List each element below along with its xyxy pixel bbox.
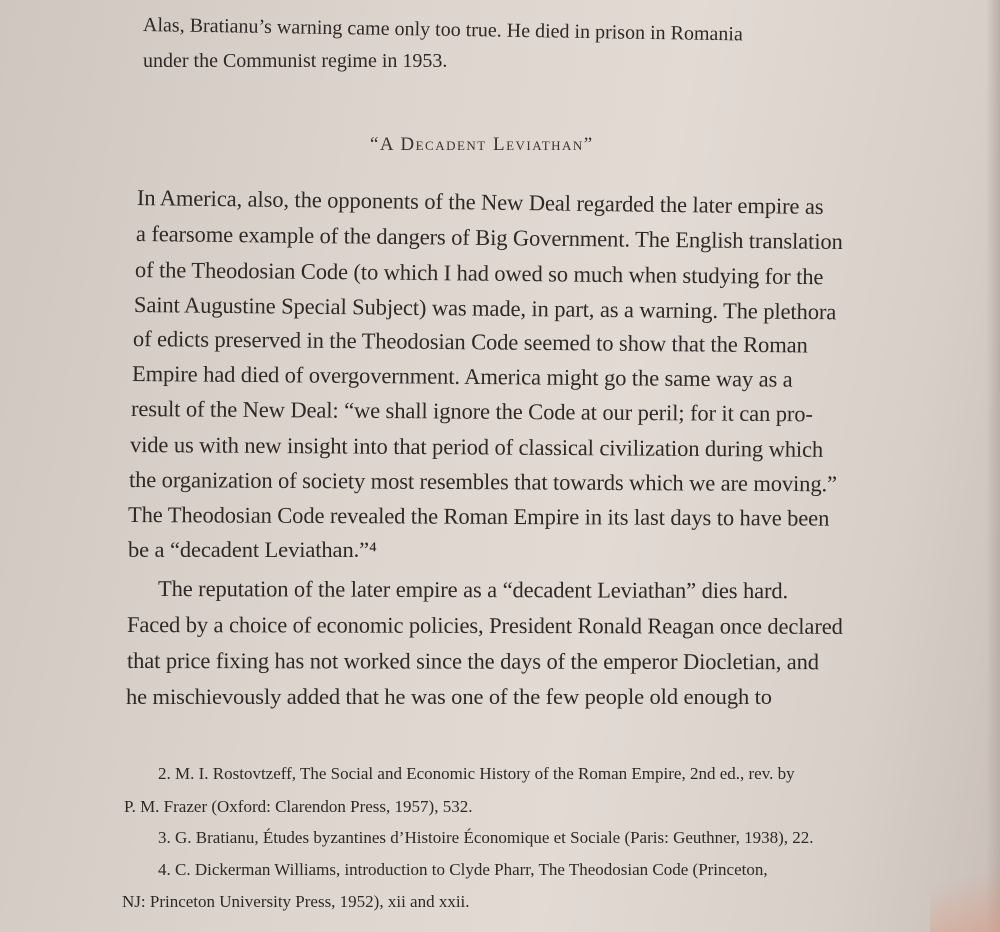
footnote-line: 2. M. I. Rostovtzeff, The Social and Economic History of the Roman Empire, 2nd ed., rev. by (158, 764, 795, 783)
text-line: under the Communist regime in 1953. (143, 50, 448, 72)
page-edge-shadow (986, 0, 1000, 932)
text-line: he mischievously added that he was one of the few people old enough to (126, 684, 772, 709)
text-line: Faced by a choice of economic policies, President Ronald Reagan once declared (126, 612, 843, 639)
text-line: the organization of society most resembles that towards which we are moving.” (128, 467, 838, 497)
footnote-line: NJ: Princeton University Press, 1952), xii and xxii. (122, 892, 470, 911)
text-line: vide us with new insight into that period of classical civilization during which (129, 432, 824, 462)
footnote-line: 3. G. Bratianu, Études byzantines d’Histoire Économique et Sociale (Paris: Geuthner, 1938), 22. (158, 828, 814, 847)
text-line: that price fixing has not worked since the days of the emperor Diocletian, and (126, 648, 820, 675)
footnote-line: 4. C. Dickerman Williams, introduction to Clyde Pharr, The Theodosian Code (Princeton, (158, 860, 768, 879)
text-line: of edicts preserved in the Theodosian Code seemed to show that the Roman (132, 326, 808, 358)
text-line: Saint Augustine Special Subject) was made, in part, as a warning. The plethora (133, 292, 837, 325)
text-line: Empire had died of overgovernment. America might go the same way as a (131, 361, 793, 392)
text-line: The reputation of the later empire as a “decadent Leviathan” dies hard. (157, 576, 789, 604)
text-line: of the Theodosian Code (to which I had owed so much when studying for the (134, 257, 824, 290)
section-heading: “A Decadent Leviathan” (370, 134, 594, 155)
text-line: a fearsome example of the dangers of Big Government. The English translation (135, 221, 843, 255)
text-line: Alas, Bratianu’s warning came only too true. He died in prison in Romania (142, 14, 743, 46)
text-line: be a “decadent Leviathan.”⁴ (128, 537, 377, 562)
text-line: In America, also, the opponents of the New Deal regarded the later empire as (136, 185, 824, 219)
page-corner-tint (930, 842, 1000, 932)
text-line: The Theodosian Code revealed the Roman Empire in its last days to have been (127, 502, 830, 531)
footnote-line: P. M. Frazer (Oxford: Clarendon Press, 1957), 532. (124, 797, 473, 816)
text-line: result of the New Deal: “we shall ignore the Code at our peril; for it can pro- (130, 396, 813, 427)
